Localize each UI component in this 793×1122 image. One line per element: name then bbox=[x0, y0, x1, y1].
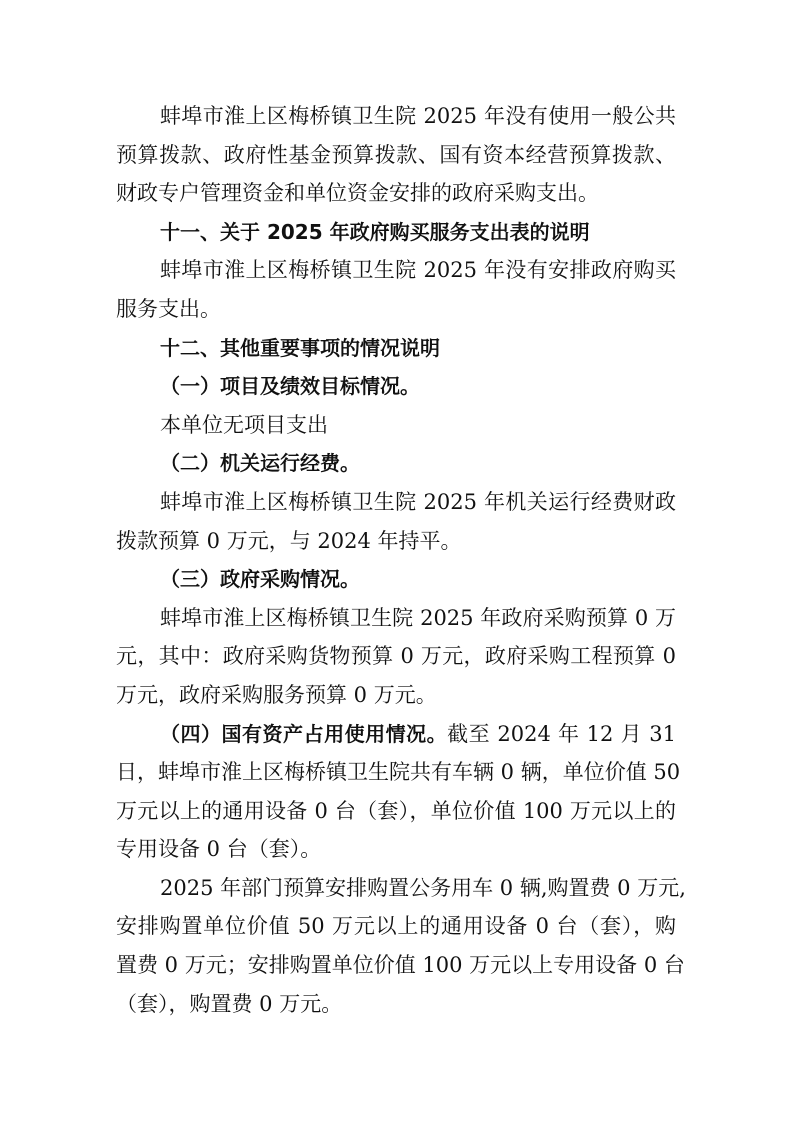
subsection-heading-4: （四）国有资产占用使用情况。 bbox=[160, 721, 448, 746]
paragraph-line: 服务支出。 bbox=[116, 296, 221, 321]
paragraph-line: （套），购置费 0 万元。 bbox=[116, 991, 343, 1016]
paragraph-line: 万元，政府采购服务预算 0 万元。 bbox=[116, 682, 437, 707]
paragraph-line: 元，其中：政府采购货物预算 0 万元，政府采购工程预算 0 bbox=[116, 644, 676, 669]
paragraph-text: 截至 2024 年 12 月 31 bbox=[447, 721, 677, 746]
paragraph-line: 万元以上的通用设备 0 台（套），单位价值 100 万元以上的 bbox=[116, 798, 676, 823]
paragraph-line: 预算拨款、政府性基金预算拨款、国有资本经营预算拨款、 bbox=[116, 142, 676, 167]
subsection-heading-3: （三）政府采购情况。 bbox=[160, 567, 360, 592]
paragraph-line: 安排购置单位价值 50 万元以上的通用设备 0 台（套），购 bbox=[116, 914, 676, 939]
section-heading-12: 十二、其他重要事项的情况说明 bbox=[160, 335, 440, 360]
paragraph-line: 蚌埠市淮上区梅桥镇卫生院 2025 年政府采购预算 0 万 bbox=[160, 605, 676, 630]
paragraph-line: 蚌埠市淮上区梅桥镇卫生院 2025 年机关运行经费财政 bbox=[160, 489, 676, 514]
paragraph-line: 拨款预算 0 万元，与 2024 年持平。 bbox=[116, 528, 462, 553]
paragraph-line: 财政专户管理资金和单位资金安排的政府采购支出。 bbox=[116, 181, 599, 206]
document-body bbox=[116, 97, 686, 1023]
subsection-heading-1: （一）项目及绩效目标情况。 bbox=[160, 374, 420, 399]
subsection-heading-2: （二）机关运行经费。 bbox=[160, 451, 360, 476]
section-heading-11: 十一、关于 2025 年政府购买服务支出表的说明 bbox=[160, 219, 590, 244]
paragraph-line: 日，蚌埠市淮上区梅桥镇卫生院共有车辆 0 辆，单位价值 50 bbox=[116, 760, 681, 785]
paragraph-line: 蚌埠市淮上区梅桥镇卫生院 2025 年没有安排政府购买 bbox=[160, 258, 676, 283]
paragraph-line: 本单位无项目支出 bbox=[160, 412, 328, 437]
paragraph-line: 置费 0 万元；安排购置单位价值 100 万元以上专用设备 0 台 bbox=[116, 953, 685, 978]
paragraph-line: 专用设备 0 台（套）。 bbox=[116, 837, 322, 862]
paragraph-line: 蚌埠市淮上区梅桥镇卫生院 2025 年没有使用一般公共 bbox=[160, 104, 676, 128]
paragraph-line bbox=[116, 715, 676, 754]
paragraph-line: 2025 年部门预算安排购置公务用车 0 辆,购置费 0 万元, bbox=[160, 875, 686, 900]
